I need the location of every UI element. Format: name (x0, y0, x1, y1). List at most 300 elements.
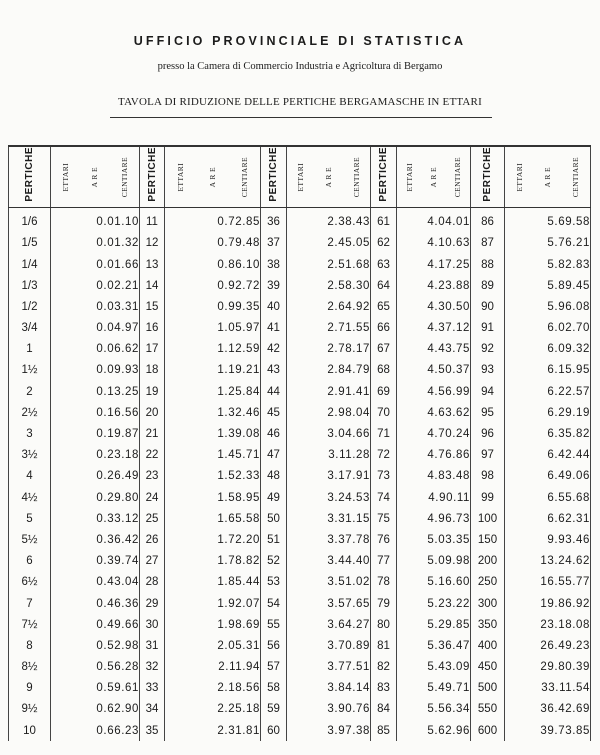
centiare-header-label: CENTIARE (453, 156, 463, 197)
ettari-value-cell: 0.13.25 (51, 381, 140, 402)
are-header-label: A R E (542, 166, 552, 187)
pertiche-cell: 13 (140, 254, 165, 275)
pertiche-cell: 150 (471, 529, 505, 550)
pertiche-cell: 9½ (9, 699, 51, 720)
ettari-value-cell: 0.23.18 (51, 445, 140, 466)
ettari-are-centiare-header (287, 146, 371, 207)
conversion-table (8, 145, 591, 741)
pertiche-cell: 300 (471, 593, 505, 614)
ettari-value-cell: 2.05.31 (165, 635, 261, 656)
ettari-value-cell: 4.37.12 (397, 318, 471, 339)
ettari-value-cell: 5.69.58 (505, 207, 591, 233)
ettari-value-cell: 1.65.58 (165, 508, 261, 529)
ettari-value-cell: 0.52.98 (51, 635, 140, 656)
pertiche-cell: 10 (9, 720, 51, 741)
ettari-header-label: ETTARI (61, 162, 71, 192)
ettari-value-cell: 4.04.01 (397, 207, 471, 233)
table-row (9, 508, 591, 529)
pertiche-cell: 63 (371, 254, 397, 275)
pertiche-cell: 1/6 (9, 207, 51, 233)
ettari-value-cell: 3.11.28 (287, 445, 371, 466)
ettari-value-cell: 0.92.72 (165, 275, 261, 296)
ettari-value-cell: 5.49.71 (397, 678, 471, 699)
pertiche-cell: 4 (9, 466, 51, 487)
table-row (9, 275, 591, 296)
ettari-value-cell: 0.79.48 (165, 233, 261, 254)
ettari-value-cell: 4.43.75 (397, 339, 471, 360)
ettari-value-cell: 4.76.86 (397, 445, 471, 466)
ettari-value-cell: 1.92.07 (165, 593, 261, 614)
pertiche-cell: 14 (140, 275, 165, 296)
pertiche-cell: 87 (471, 233, 505, 254)
pertiche-cell: 23 (140, 466, 165, 487)
ettari-value-cell: 6.55.68 (505, 487, 591, 508)
pertiche-cell: 1/5 (9, 233, 51, 254)
pertiche-cell: 3 (9, 423, 51, 444)
pertiche-cell: 57 (261, 657, 287, 678)
pertiche-cell: 91 (471, 318, 505, 339)
table-row (9, 487, 591, 508)
pertiche-cell: 68 (371, 360, 397, 381)
pertiche-cell: 250 (471, 572, 505, 593)
pertiche-cell: 5 (9, 508, 51, 529)
ettari-value-cell: 0.33.12 (51, 508, 140, 529)
ettari-value-cell: 0.02.21 (51, 275, 140, 296)
pertiche-cell: 75 (371, 508, 397, 529)
ettari-value-cell: 3.90.76 (287, 699, 371, 720)
ettari-value-cell: 0.46.36 (51, 593, 140, 614)
ettari-value-cell: 3.51.02 (287, 572, 371, 593)
table-row (9, 339, 591, 360)
ettari-value-cell: 13.24.62 (505, 551, 591, 572)
pertiche-cell: 70 (371, 402, 397, 423)
pertiche-cell: 86 (471, 207, 505, 233)
pertiche-cell: 450 (471, 657, 505, 678)
table-row (9, 551, 591, 572)
ettari-value-cell: 4.10.63 (397, 233, 471, 254)
ettari-value-cell: 3.37.78 (287, 529, 371, 550)
pertiche-cell: 97 (471, 445, 505, 466)
pertiche-cell: 44 (261, 381, 287, 402)
pertiche-cell: 77 (371, 551, 397, 572)
ettari-header-label: ETTARI (176, 162, 186, 192)
pertiche-cell: 27 (140, 551, 165, 572)
pertiche-cell: 7½ (9, 614, 51, 635)
ettari-value-cell: 0.09.93 (51, 360, 140, 381)
ettari-value-cell: 5.36.47 (397, 635, 471, 656)
ettari-value-cell: 0.86.10 (165, 254, 261, 275)
pertiche-cell: 56 (261, 635, 287, 656)
table-row (9, 635, 591, 656)
table-row (9, 296, 591, 317)
ettari-value-cell: 1.98.69 (165, 614, 261, 635)
ettari-value-cell: 2.45.05 (287, 233, 371, 254)
table-row (9, 678, 591, 699)
pertiche-cell: 85 (371, 720, 397, 741)
ettari-value-cell: 0.16.56 (51, 402, 140, 423)
pertiche-cell: 60 (261, 720, 287, 741)
pertiche-cell: 88 (471, 254, 505, 275)
ettari-value-cell: 2.78.17 (287, 339, 371, 360)
pertiche-header-label: PERTICHE (268, 147, 279, 202)
ettari-value-cell: 2.25.18 (165, 699, 261, 720)
ettari-value-cell: 6.09.32 (505, 339, 591, 360)
pertiche-header (9, 146, 51, 207)
pertiche-cell: 46 (261, 423, 287, 444)
ettari-value-cell: 6.22.57 (505, 381, 591, 402)
centiare-header-label: CENTIARE (351, 156, 361, 197)
ettari-value-cell: 2.18.56 (165, 678, 261, 699)
table-row (9, 614, 591, 635)
pertiche-cell: 400 (471, 635, 505, 656)
centiare-header-label: CENTIARE (119, 156, 129, 197)
pertiche-cell: 8 (9, 635, 51, 656)
pertiche-cell: 69 (371, 381, 397, 402)
ettari-value-cell: 1.78.82 (165, 551, 261, 572)
pertiche-header (261, 146, 287, 207)
pertiche-cell: 82 (371, 657, 397, 678)
pertiche-cell: 99 (471, 487, 505, 508)
ettari-are-centiare-header (505, 146, 591, 207)
table-row (9, 402, 591, 423)
pertiche-cell: 95 (471, 402, 505, 423)
pertiche-cell: 21 (140, 423, 165, 444)
ettari-are-centiare-header (165, 146, 261, 207)
pertiche-cell: 48 (261, 466, 287, 487)
ettari-value-cell: 5.62.96 (397, 720, 471, 741)
are-header-label: A R E (90, 166, 100, 187)
ettari-value-cell: 1.85.44 (165, 572, 261, 593)
table-row (9, 529, 591, 550)
pertiche-cell: 43 (261, 360, 287, 381)
pertiche-cell: 62 (371, 233, 397, 254)
pertiche-cell: 38 (261, 254, 287, 275)
pertiche-header-label: PERTICHE (24, 147, 35, 202)
pertiche-cell: 64 (371, 275, 397, 296)
ettari-value-cell: 5.96.08 (505, 296, 591, 317)
pertiche-cell: 12 (140, 233, 165, 254)
ettari-value-cell: 2.71.55 (287, 318, 371, 339)
pertiche-header (371, 146, 397, 207)
ettari-value-cell: 4.70.24 (397, 423, 471, 444)
ettari-value-cell: 2.11.94 (165, 657, 261, 678)
pertiche-cell: 58 (261, 678, 287, 699)
pertiche-cell: 1/3 (9, 275, 51, 296)
ettari-value-cell: 0.56.28 (51, 657, 140, 678)
ettari-value-cell: 6.35.82 (505, 423, 591, 444)
pertiche-cell: 54 (261, 593, 287, 614)
table-row (9, 360, 591, 381)
table-row (9, 445, 591, 466)
ettari-value-cell: 0.72.85 (165, 207, 261, 233)
ettari-value-cell: 3.31.15 (287, 508, 371, 529)
ettari-value-cell: 0.29.80 (51, 487, 140, 508)
pertiche-cell: 93 (471, 360, 505, 381)
ettari-value-cell: 3.70.89 (287, 635, 371, 656)
ettari-value-cell: 1.39.08 (165, 423, 261, 444)
pertiche-cell: 80 (371, 614, 397, 635)
ettari-value-cell: 4.63.62 (397, 402, 471, 423)
ettari-value-cell: 0.03.31 (51, 296, 140, 317)
ettari-value-cell: 6.62.31 (505, 508, 591, 529)
pertiche-cell: 1½ (9, 360, 51, 381)
table-row (9, 657, 591, 678)
ettari-value-cell: 3.64.27 (287, 614, 371, 635)
ettari-value-cell: 0.66.23 (51, 720, 140, 741)
pertiche-cell: 30 (140, 614, 165, 635)
ettari-value-cell: 5.76.21 (505, 233, 591, 254)
table-header-row (9, 146, 591, 207)
ettari-value-cell: 1.25.84 (165, 381, 261, 402)
ettari-value-cell: 5.23.22 (397, 593, 471, 614)
are-header-label: A R E (428, 166, 438, 187)
table-row (9, 423, 591, 444)
ettari-value-cell: 1.12.59 (165, 339, 261, 360)
pertiche-header (471, 146, 505, 207)
ettari-value-cell: 1.58.95 (165, 487, 261, 508)
ettari-value-cell: 5.16.60 (397, 572, 471, 593)
ettari-value-cell: 26.49.23 (505, 635, 591, 656)
ettari-value-cell: 3.04.66 (287, 423, 371, 444)
pertiche-cell: 2½ (9, 402, 51, 423)
pertiche-cell: 3/4 (9, 318, 51, 339)
pertiche-cell: 600 (471, 720, 505, 741)
ettari-value-cell: 5.82.83 (505, 254, 591, 275)
ettari-header-label: ETTARI (296, 162, 306, 192)
pertiche-cell: 550 (471, 699, 505, 720)
pertiche-cell: 42 (261, 339, 287, 360)
are-header-label: A R E (323, 166, 333, 187)
ettari-value-cell: 4.96.73 (397, 508, 471, 529)
pertiche-cell: 55 (261, 614, 287, 635)
pertiche-cell: 83 (371, 678, 397, 699)
ettari-value-cell: 0.26.49 (51, 466, 140, 487)
ettari-value-cell: 29.80.39 (505, 657, 591, 678)
pertiche-cell: 32 (140, 657, 165, 678)
ettari-value-cell: 1.19.21 (165, 360, 261, 381)
pertiche-cell: 31 (140, 635, 165, 656)
ettari-value-cell: 0.01.32 (51, 233, 140, 254)
ettari-value-cell: 6.42.44 (505, 445, 591, 466)
ettari-value-cell: 1.45.71 (165, 445, 261, 466)
pertiche-cell: 40 (261, 296, 287, 317)
ettari-value-cell: 16.55.77 (505, 572, 591, 593)
pertiche-cell: 61 (371, 207, 397, 233)
pertiche-cell: 1/4 (9, 254, 51, 275)
ettari-value-cell: 4.23.88 (397, 275, 471, 296)
ettari-value-cell: 3.17.91 (287, 466, 371, 487)
pertiche-cell: 50 (261, 508, 287, 529)
pertiche-cell: 47 (261, 445, 287, 466)
pertiche-cell: 51 (261, 529, 287, 550)
ettari-value-cell: 0.49.66 (51, 614, 140, 635)
ettari-value-cell: 2.91.41 (287, 381, 371, 402)
ettari-value-cell: 33.11.54 (505, 678, 591, 699)
pertiche-header (140, 146, 165, 207)
pertiche-cell: 81 (371, 635, 397, 656)
ettari-value-cell: 0.01.66 (51, 254, 140, 275)
ettari-value-cell: 0.04.97 (51, 318, 140, 339)
table-row (9, 720, 591, 741)
pertiche-header-label: PERTICHE (378, 147, 389, 202)
pertiche-cell: 96 (471, 423, 505, 444)
ettari-value-cell: 3.57.65 (287, 593, 371, 614)
pertiche-cell: 100 (471, 508, 505, 529)
ettari-value-cell: 6.15.95 (505, 360, 591, 381)
ettari-value-cell: 0.43.04 (51, 572, 140, 593)
ettari-value-cell: 0.39.74 (51, 551, 140, 572)
pertiche-cell: 98 (471, 466, 505, 487)
table-row (9, 254, 591, 275)
pertiche-cell: 2 (9, 381, 51, 402)
ettari-header-label: ETTARI (514, 162, 524, 192)
ettari-value-cell: 2.38.43 (287, 207, 371, 233)
table-row (9, 699, 591, 720)
ettari-value-cell: 2.51.68 (287, 254, 371, 275)
pertiche-cell: 59 (261, 699, 287, 720)
pertiche-cell: 37 (261, 233, 287, 254)
are-header-label: A R E (207, 166, 217, 187)
pertiche-cell: 67 (371, 339, 397, 360)
pertiche-cell: 500 (471, 678, 505, 699)
pertiche-cell: 1/2 (9, 296, 51, 317)
ettari-value-cell: 5.09.98 (397, 551, 471, 572)
pertiche-cell: 36 (261, 207, 287, 233)
pertiche-cell: 19 (140, 381, 165, 402)
table-row (9, 572, 591, 593)
pertiche-cell: 20 (140, 402, 165, 423)
pertiche-cell: 94 (471, 381, 505, 402)
pertiche-cell: 17 (140, 339, 165, 360)
pertiche-cell: 5½ (9, 529, 51, 550)
pertiche-cell: 28 (140, 572, 165, 593)
ettari-value-cell: 1.32.46 (165, 402, 261, 423)
ettari-value-cell: 36.42.69 (505, 699, 591, 720)
pertiche-cell: 35 (140, 720, 165, 741)
ettari-value-cell: 1.72.20 (165, 529, 261, 550)
pertiche-cell: 6 (9, 551, 51, 572)
office-subtitle: presso la Camera di Commercio Industria e Agricoltura di Bergamo (157, 61, 443, 72)
ettari-value-cell: 0.19.87 (51, 423, 140, 444)
pertiche-cell: 8½ (9, 657, 51, 678)
ettari-value-cell: 9.93.46 (505, 529, 591, 550)
pertiche-cell: 29 (140, 593, 165, 614)
ettari-header-label: ETTARI (404, 162, 414, 192)
ettari-value-cell: 3.84.14 (287, 678, 371, 699)
pertiche-cell: 350 (471, 614, 505, 635)
pertiche-cell: 16 (140, 318, 165, 339)
ettari-value-cell: 0.59.61 (51, 678, 140, 699)
pertiche-cell: 74 (371, 487, 397, 508)
ettari-value-cell: 1.52.33 (165, 466, 261, 487)
pertiche-cell: 25 (140, 508, 165, 529)
ettari-value-cell: 3.77.51 (287, 657, 371, 678)
pertiche-cell: 26 (140, 529, 165, 550)
pertiche-cell: 92 (471, 339, 505, 360)
ettari-value-cell: 3.44.40 (287, 551, 371, 572)
ettari-value-cell: 5.03.35 (397, 529, 471, 550)
pertiche-cell: 1 (9, 339, 51, 360)
pertiche-cell: 52 (261, 551, 287, 572)
ettari-value-cell: 6.02.70 (505, 318, 591, 339)
ettari-value-cell: 4.50.37 (397, 360, 471, 381)
pertiche-cell: 71 (371, 423, 397, 444)
table-heading: TAVOLA DI RIDUZIONE DELLE PERTICHE BERGAMASCHE IN ETTARI (118, 96, 482, 108)
ettari-value-cell: 4.56.99 (397, 381, 471, 402)
ettari-value-cell: 6.29.19 (505, 402, 591, 423)
pertiche-cell: 66 (371, 318, 397, 339)
pertiche-cell: 76 (371, 529, 397, 550)
ettari-value-cell: 4.17.25 (397, 254, 471, 275)
pertiche-cell: 6½ (9, 572, 51, 593)
table-body (9, 207, 591, 741)
pertiche-cell: 39 (261, 275, 287, 296)
table-row (9, 593, 591, 614)
ettari-value-cell: 5.56.34 (397, 699, 471, 720)
pertiche-cell: 15 (140, 296, 165, 317)
ettari-value-cell: 5.29.85 (397, 614, 471, 635)
ettari-value-cell: 3.24.53 (287, 487, 371, 508)
pertiche-cell: 84 (371, 699, 397, 720)
pertiche-cell: 65 (371, 296, 397, 317)
pertiche-cell: 73 (371, 466, 397, 487)
heading-underline (110, 117, 492, 118)
ettari-value-cell: 0.99.35 (165, 296, 261, 317)
ettari-value-cell: 0.01.10 (51, 207, 140, 233)
ettari-value-cell: 2.64.92 (287, 296, 371, 317)
pertiche-header-label: PERTICHE (482, 147, 493, 202)
table-row (9, 233, 591, 254)
ettari-value-cell: 4.30.50 (397, 296, 471, 317)
pertiche-cell: 34 (140, 699, 165, 720)
pertiche-cell: 11 (140, 207, 165, 233)
pertiche-cell: 4½ (9, 487, 51, 508)
centiare-header-label: CENTIARE (571, 156, 581, 197)
ettari-value-cell: 5.89.45 (505, 275, 591, 296)
pertiche-cell: 89 (471, 275, 505, 296)
pertiche-cell: 200 (471, 551, 505, 572)
pertiche-cell: 22 (140, 445, 165, 466)
pertiche-cell: 7 (9, 593, 51, 614)
ettari-value-cell: 39.73.85 (505, 720, 591, 741)
ettari-value-cell: 5.43.09 (397, 657, 471, 678)
ettari-value-cell: 0.36.42 (51, 529, 140, 550)
ettari-value-cell: 2.98.04 (287, 402, 371, 423)
table-row (9, 207, 591, 233)
office-title: UFFICIO PROVINCIALE DI STATISTICA (133, 34, 467, 48)
pertiche-cell: 3½ (9, 445, 51, 466)
pertiche-cell: 78 (371, 572, 397, 593)
ettari-value-cell: 0.62.90 (51, 699, 140, 720)
ettari-value-cell: 2.84.79 (287, 360, 371, 381)
ettari-value-cell: 2.31.81 (165, 720, 261, 741)
ettari-value-cell: 1.05.97 (165, 318, 261, 339)
ettari-value-cell: 4.83.48 (397, 466, 471, 487)
ettari-value-cell: 6.49.06 (505, 466, 591, 487)
ettari-value-cell: 2.58.30 (287, 275, 371, 296)
pertiche-cell: 90 (471, 296, 505, 317)
table-row (9, 318, 591, 339)
pertiche-cell: 41 (261, 318, 287, 339)
ettari-value-cell: 19.86.92 (505, 593, 591, 614)
ettari-value-cell: 23.18.08 (505, 614, 591, 635)
pertiche-cell: 24 (140, 487, 165, 508)
table-row (9, 381, 591, 402)
pertiche-cell: 79 (371, 593, 397, 614)
centiare-header-label: CENTIARE (239, 156, 249, 197)
pertiche-cell: 45 (261, 402, 287, 423)
table-row (9, 466, 591, 487)
